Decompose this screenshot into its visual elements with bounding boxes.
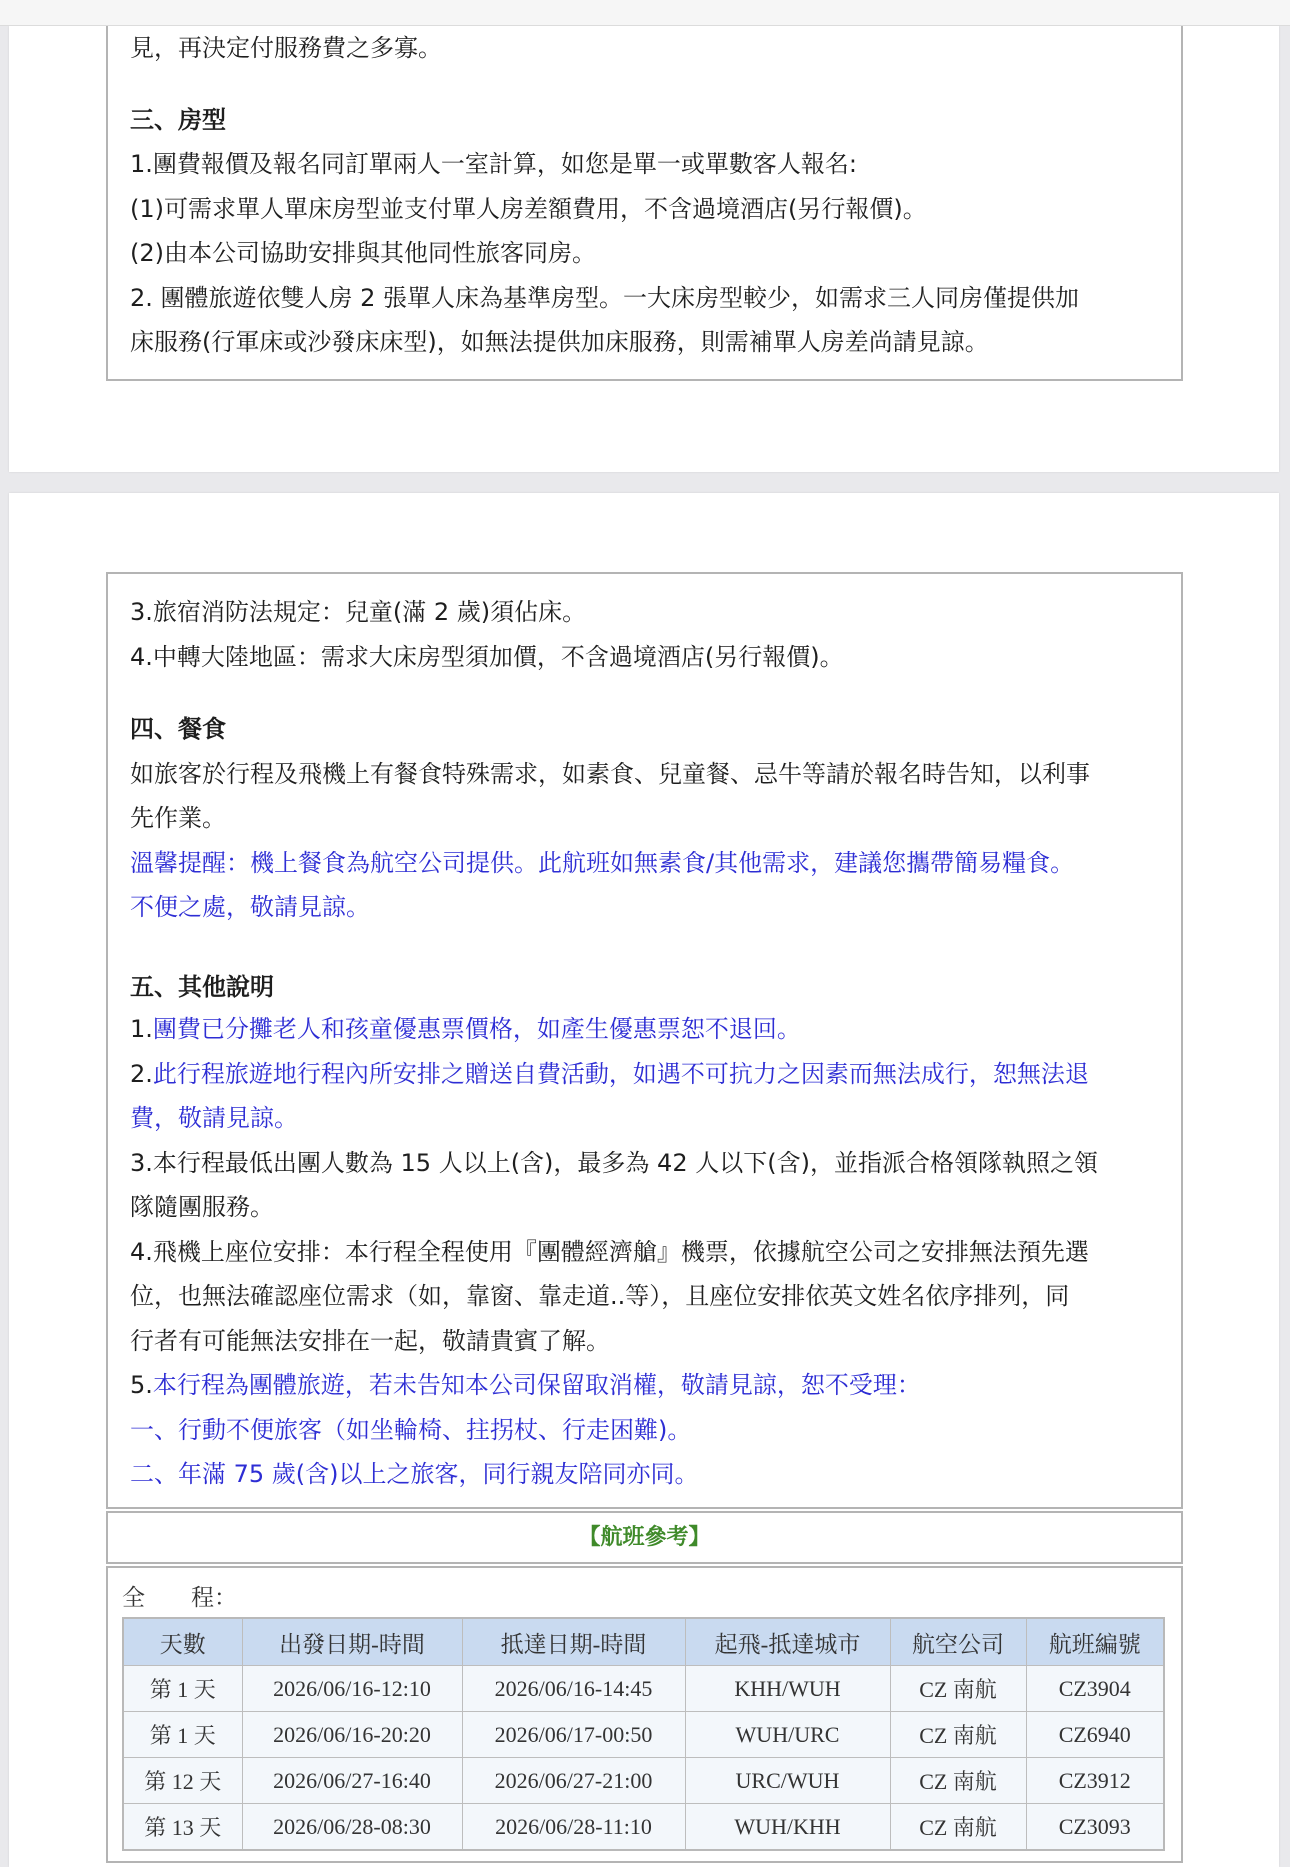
text-line: 4.中轉大陸地區：需求大床房型須加價，不含過境酒店(另行報價)。 <box>130 642 844 671</box>
column-header-airline: 航空公司 <box>890 1618 1026 1666</box>
section-heading-room: 三、房型 <box>130 105 226 134</box>
column-header-departure: 出發日期-時間 <box>242 1618 462 1666</box>
cell-day: 第 1 天 <box>123 1666 242 1712</box>
text-line: 見，再決定付服務費之多寡。 <box>130 34 442 62</box>
highlight-text: 費，敬請見諒。 <box>130 1104 298 1132</box>
text-line <box>130 1363 1165 1408</box>
text-line: 4.飛機上座位安排：本行程全程使用『團體經濟艙』機票，依據航空公司之安排無法預先選 <box>130 1237 1089 1266</box>
room-section-box <box>106 26 1183 381</box>
section-heading-other: 五、其他說明 <box>130 972 274 1001</box>
highlight-text: 二、年滿 75 歲(含)以上之旅客，同行親友陪同亦同。 <box>130 1460 699 1488</box>
route-label: 全 程： <box>122 1585 237 1610</box>
highlight-text: 團費已分攤老人和孩童優惠票價格，如產生優惠票恕不退回。 <box>152 1015 801 1043</box>
table-row <box>123 1666 1164 1712</box>
item-number: 2. <box>130 1059 153 1088</box>
item-number: 5. <box>130 1371 153 1399</box>
cell-airline: CZ 南航 <box>890 1712 1026 1758</box>
text-line: 3.本行程最低出團人數為 15 人以上(含)，最多為 42 人以下(含)，並指派合格領隊執照之領 <box>130 1148 1098 1177</box>
cell-airline: CZ 南航 <box>890 1804 1026 1851</box>
text-line: 3.旅宿消防法規定：兒童(滿 2 歲)須佔床。 <box>130 598 587 626</box>
cell-route: WUH/KHH <box>685 1804 890 1851</box>
text-line: 隊隨團服務。 <box>130 1193 274 1221</box>
cell-flight-no: CZ3904 <box>1026 1666 1164 1712</box>
item-number: 1. <box>130 1015 153 1043</box>
text-line: 先作業。 <box>130 804 226 832</box>
cell-airline: CZ 南航 <box>890 1666 1026 1712</box>
cell-day: 第 1 天 <box>123 1712 242 1758</box>
column-header-flight-no: 航班編號 <box>1026 1618 1164 1666</box>
text-line: (1)可需求單人單床房型並支付單人房差額費用，不含過境酒店(另行報價)。 <box>130 194 927 223</box>
cell-arrival: 2026/06/27-21:00 <box>462 1758 685 1804</box>
cell-departure: 2026/06/16-20:20 <box>242 1712 462 1758</box>
cell-airline: CZ 南航 <box>890 1758 1026 1804</box>
column-header-arrival: 抵達日期-時間 <box>462 1618 685 1666</box>
browser-top-bar <box>0 0 1290 26</box>
cell-flight-no: CZ6940 <box>1026 1712 1164 1758</box>
table-row <box>123 1758 1164 1804</box>
meal-notice-line: 溫馨提醒：機上餐食為航空公司提供。此航班如無素食/其他需求，建議您攜帶簡易糧食。 <box>130 848 1075 877</box>
flight-reference-box <box>106 1566 1183 1863</box>
column-header-day: 天數 <box>123 1618 242 1666</box>
cell-departure: 2026/06/16-12:10 <box>242 1666 462 1712</box>
cell-flight-no: CZ3912 <box>1026 1758 1164 1804</box>
cell-departure: 2026/06/27-16:40 <box>242 1758 462 1804</box>
text-line: 1.團費報價及報名同訂單兩人一室計算，如您是單一或單數客人報名: <box>130 150 857 178</box>
table-header-row <box>123 1618 1164 1666</box>
highlight-text: 此行程旅遊地行程內所安排之贈送自費活動，如遇不可抗力之因素而無法成行，恕無法退 <box>152 1059 1089 1088</box>
cell-day: 第 12 天 <box>123 1758 242 1804</box>
section-heading-meal: 四、餐食 <box>130 715 226 743</box>
cell-day: 第 13 天 <box>123 1804 242 1851</box>
highlight-text: 本行程為團體旅遊，若未告知本公司保留取消權，敬請見諒，恕不受理： <box>152 1371 921 1399</box>
flight-table <box>122 1617 1165 1851</box>
table-row <box>123 1804 1164 1851</box>
flight-reference-header <box>106 1511 1183 1564</box>
cell-flight-no: CZ3093 <box>1026 1804 1164 1851</box>
cell-route: URC/WUH <box>685 1758 890 1804</box>
cell-arrival: 2026/06/28-11:10 <box>462 1804 685 1851</box>
text-line <box>130 1007 1165 1052</box>
text-line: 床服務(行軍床或沙發床床型)，如無法提供加床服務，則需補單人房差尚請見諒。 <box>130 328 989 356</box>
text-line: (2)由本公司協助安排與其他同性旅客同房。 <box>130 239 596 267</box>
table-row <box>123 1712 1164 1758</box>
column-header-route: 起飛-抵達城市 <box>685 1618 890 1666</box>
highlight-text: 一、行動不便旅客（如坐輪椅、拄拐杖、行走困難)。 <box>130 1415 692 1444</box>
text-line: 2. 團體旅遊依雙人房 2 張單人床為基準房型。一大床房型較少，如需求三人同房僅提供加 <box>130 283 1080 312</box>
text-line <box>130 1052 1165 1097</box>
notes-section-box <box>106 572 1183 1509</box>
meal-notice-line: 不便之處，敬請見諒。 <box>130 893 370 921</box>
cell-route: WUH/URC <box>685 1712 890 1758</box>
cell-arrival: 2026/06/17-00:50 <box>462 1712 685 1758</box>
text-line: 行者有可能無法安排在一起，敬請貴賓了解。 <box>130 1326 610 1355</box>
text-line: 位，也無法確認座位需求（如，靠窗、靠走道..等），且座位安排依英文姓名依序排列，同 <box>130 1282 1070 1310</box>
cell-arrival: 2026/06/16-14:45 <box>462 1666 685 1712</box>
text-line: 如旅客於行程及飛機上有餐食特殊需求，如素食、兒童餐、忌牛等請於報名時告知，以利事 <box>130 759 1090 788</box>
cell-route: KHH/WUH <box>685 1666 890 1712</box>
cell-departure: 2026/06/28-08:30 <box>242 1804 462 1851</box>
flight-reference-title: 【航班參考】 <box>578 1525 711 1550</box>
